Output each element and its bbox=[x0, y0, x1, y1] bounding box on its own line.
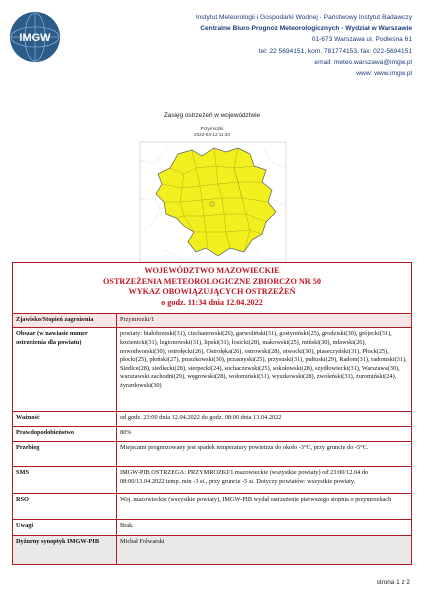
header-line-www: www: www.imgw.pl bbox=[356, 70, 412, 78]
label-dyzurny: Dyżurny synoptyk IMGW-PIB bbox=[13, 536, 117, 564]
row-waznosc bbox=[13, 411, 411, 426]
header-line-email: email: meteo.warszawa@imgw.pl bbox=[314, 58, 412, 66]
label-sms: SMS bbox=[13, 467, 117, 493]
map-caption-datetime: 2022-04-12 11:34 bbox=[194, 132, 230, 137]
header-line-bureau: Centralne Biuro Prognoz Meteorologicznych - Wydział w Warszawie bbox=[200, 25, 412, 33]
value-uwagi: Brak. bbox=[120, 522, 134, 530]
title-list: WYKAZ OBOWIĄZUJĄCYCH OSTRZEŻEŃ bbox=[128, 287, 296, 297]
value-zjawisko: Przymrozki/1 bbox=[117, 314, 411, 327]
label-przebieg: Przebieg bbox=[13, 442, 117, 466]
header-line-address: 01-673 Warszawa ul. Podleśna 61 bbox=[311, 36, 412, 44]
value-obszar: powiaty: białobrzeski(31), ciechanowski(26), garwoliński(31), gostyniński(25), grodziski(30), grójecki(31), kozienicki(31), legionowski(31), lipski(31), łosicki(28), makowski(25), miński(30), mławski(26), nowodworski(30), ostrołęcki(26), Ostrołęka(26), ostrowski(28), otwocki(30), piaseczyński(31), Płock(25), płocki(25), płoński(27), pruszkowski(30), przasnyski(25), przysuski(31), pułtuski(29), Radom(31), radomski(31), Siedlce(28), siedlecki(28), sierpecki(24), sochaczewski(25), sokołowski(28), szydłowiecki(31), Warszawa(30), warszawski zachodni(29), węgrowski(28), wołomiński(31), wyszkowski(28), zwoleński(31), żuromiński(24), żyrardowski(30) bbox=[120, 330, 407, 389]
value-przebieg: Miejscami prognozowany jest spadek temperatury powietrza do około -3°C, przy gruncie do -5°C. bbox=[120, 444, 369, 452]
label-zjawisko: Zjawisko/Stopień zagrożenia bbox=[13, 314, 117, 327]
row-przebieg bbox=[13, 441, 411, 466]
value-rso: Woj. mazowieckie (wszystkie powiaty), IMGW-PIB wydał ostrzeżenie pierwszego stopnia o przymrozkach bbox=[120, 496, 392, 504]
title-voivodeship: WOJEWÓDZTWO MAZOWIECKIE bbox=[144, 266, 280, 275]
logo-globe-icon bbox=[10, 12, 60, 62]
row-prawdopodobienstwo bbox=[13, 426, 411, 441]
warning-map bbox=[134, 126, 290, 266]
value-sms: IMGW-PIB OSTRZEGA: PRZYMROZKI/1 mazowieckie (wszystkie powiaty) od 23:00/12.04 do 08:00/13.04.2022 temp. min -3 st., przy gruncie -5 st. Dotyczy powiatów: wszystkie powiaty. bbox=[120, 469, 369, 485]
page-number: strona 1 z 2 bbox=[376, 579, 410, 586]
row-obszar bbox=[13, 327, 411, 411]
warning-document bbox=[12, 262, 412, 565]
value-dyzurny: Michał Folwarski bbox=[117, 536, 411, 564]
row-zjawisko bbox=[13, 313, 411, 327]
logo-text: IMGW bbox=[19, 32, 51, 44]
header-line-institute: Instytut Meteorologii i Gospodarki Wodnej - Państwowy Instytut Badawczy bbox=[195, 14, 412, 21]
title-warning-number: OSTRZEŻENIA METEOROLOGICZNE ZBIORCZO NR 50 bbox=[103, 276, 321, 286]
header-line-phone: tel: 22 5694151, kom. 781774153, fax: 022-5694151 bbox=[258, 47, 412, 55]
map-caption-phenomenon: Przymrozki bbox=[200, 126, 224, 131]
document-title bbox=[13, 263, 411, 313]
value-waznosc: od godz. 23:00 dnia 12.04.2022 do godz. 08:00 dnia 13.04.2022 bbox=[120, 414, 282, 422]
map-title: Zasięg ostrzeżeń w województwie bbox=[163, 112, 261, 119]
map-caption bbox=[134, 126, 290, 138]
label-obszar: Obszar (w nawiasie numer ostrzeżenia dla powiatu) bbox=[13, 328, 117, 411]
label-prawdopodobienstwo: Prawdopodobieństwo bbox=[13, 427, 117, 441]
label-rso: RSO bbox=[13, 494, 117, 519]
institute-header bbox=[92, 12, 412, 79]
row-rso bbox=[13, 493, 411, 519]
mazowieckie-map bbox=[134, 140, 290, 266]
value-prawdopodobienstwo: 80% bbox=[120, 429, 132, 437]
label-uwagi: Uwagi bbox=[13, 520, 117, 535]
imgw-logo bbox=[10, 12, 60, 62]
label-waznosc: Ważność bbox=[13, 412, 117, 426]
row-dyzurny bbox=[13, 535, 411, 564]
row-uwagi bbox=[13, 519, 411, 535]
title-datetime: o godz. 11:34 dnia 12.04.2022 bbox=[161, 297, 263, 307]
row-sms bbox=[13, 466, 411, 493]
